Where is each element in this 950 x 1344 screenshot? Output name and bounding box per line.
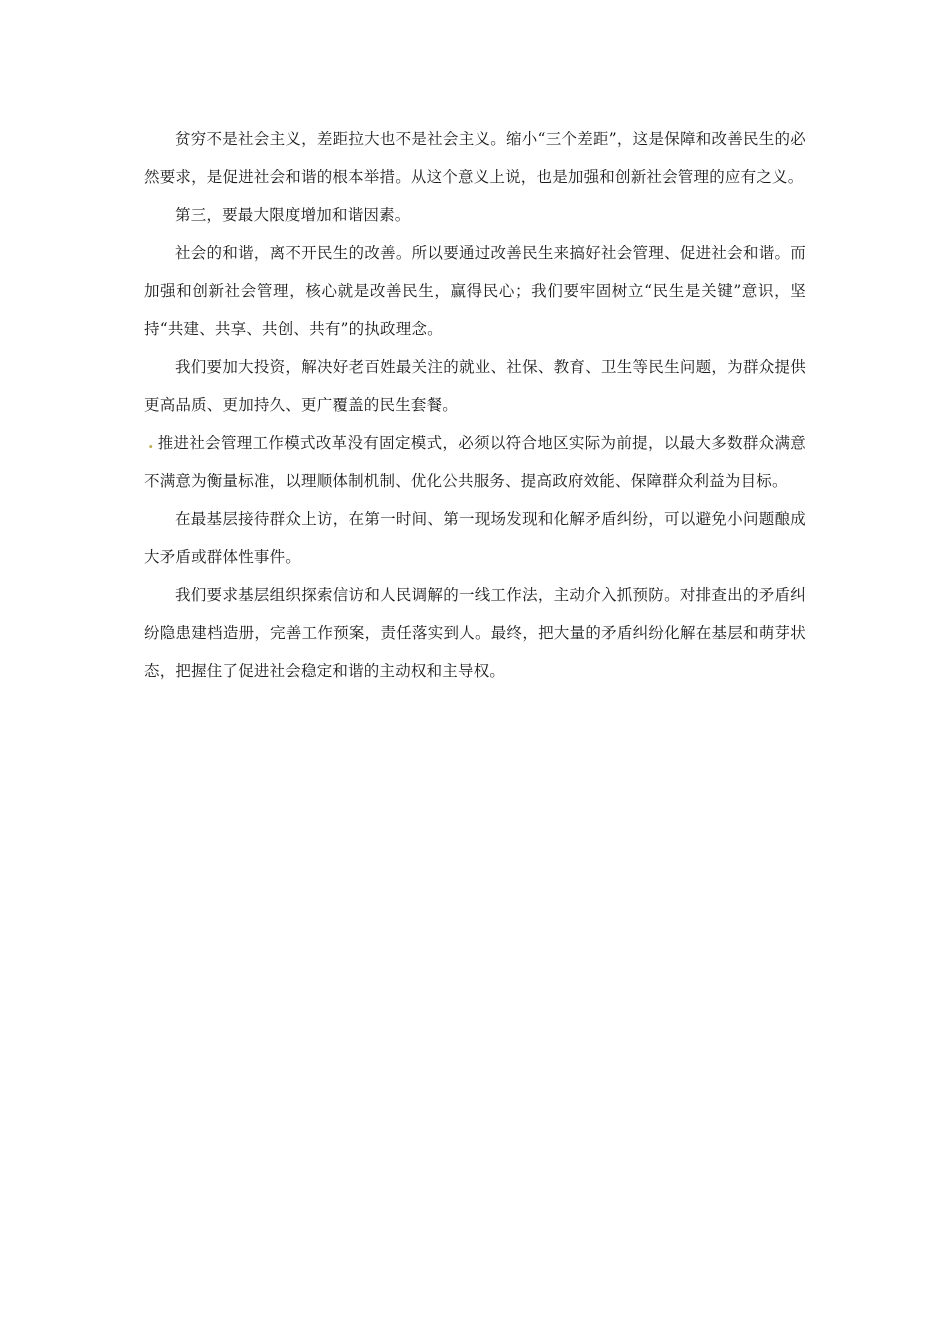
paragraph-3: 社会的和谐，离不开民生的改善。所以要通过改善民生来搞好社会管理、促进社会和谐。而加强和创新社会管理，核心就是改善民生，赢得民心；我们要牢固树立“民生是关键”意识，坚持“共建、共享、共创、共有”的执政理念。 (144, 244, 806, 338)
document-body (144, 120, 806, 690)
paragraph-7: 我们要求基层组织探索信访和人民调解的一线工作法，主动介入抓预防。对排查出的矛盾纠纷隐患建档造册，完善工作预案，责任落实到人。最终，把大量的矛盾纠纷化解在基层和萌芽状态，把握住了促进社会稳定和谐的主动权和主导权。 (144, 586, 806, 680)
paragraph-6: 在最基层接待群众上访，在第一时间、第一现场发现和化解矛盾纠纷，可以避免小问题酿成大矛盾或群体性事件。 (144, 510, 806, 566)
bullet-marker: . (148, 433, 154, 452)
paragraph-2: 第三，要最大限度增加和谐因素。 (175, 206, 411, 224)
paragraph-5: 推进社会管理工作模式改革没有固定模式，必须以符合地区实际为前提，以最大多数群众满意不满意为衡量标准，以理顺体制机制、优化公共服务、提高政府效能、保障群众利益为目标。 (144, 434, 806, 490)
paragraph-5-wrapper (144, 424, 806, 500)
paragraph-4: 我们要加大投资，解决好老百姓最关注的就业、社保、教育、卫生等民生问题，为群众提供更高品质、更加持久、更广覆盖的民生套餐。 (144, 358, 806, 414)
paragraph-1: 贫穷不是社会主义，差距拉大也不是社会主义。缩小“三个差距”，这是保障和改善民生的必然要求，是促进社会和谐的根本举措。从这个意义上说，也是加强和创新社会管理的应有之义。 (144, 130, 806, 186)
